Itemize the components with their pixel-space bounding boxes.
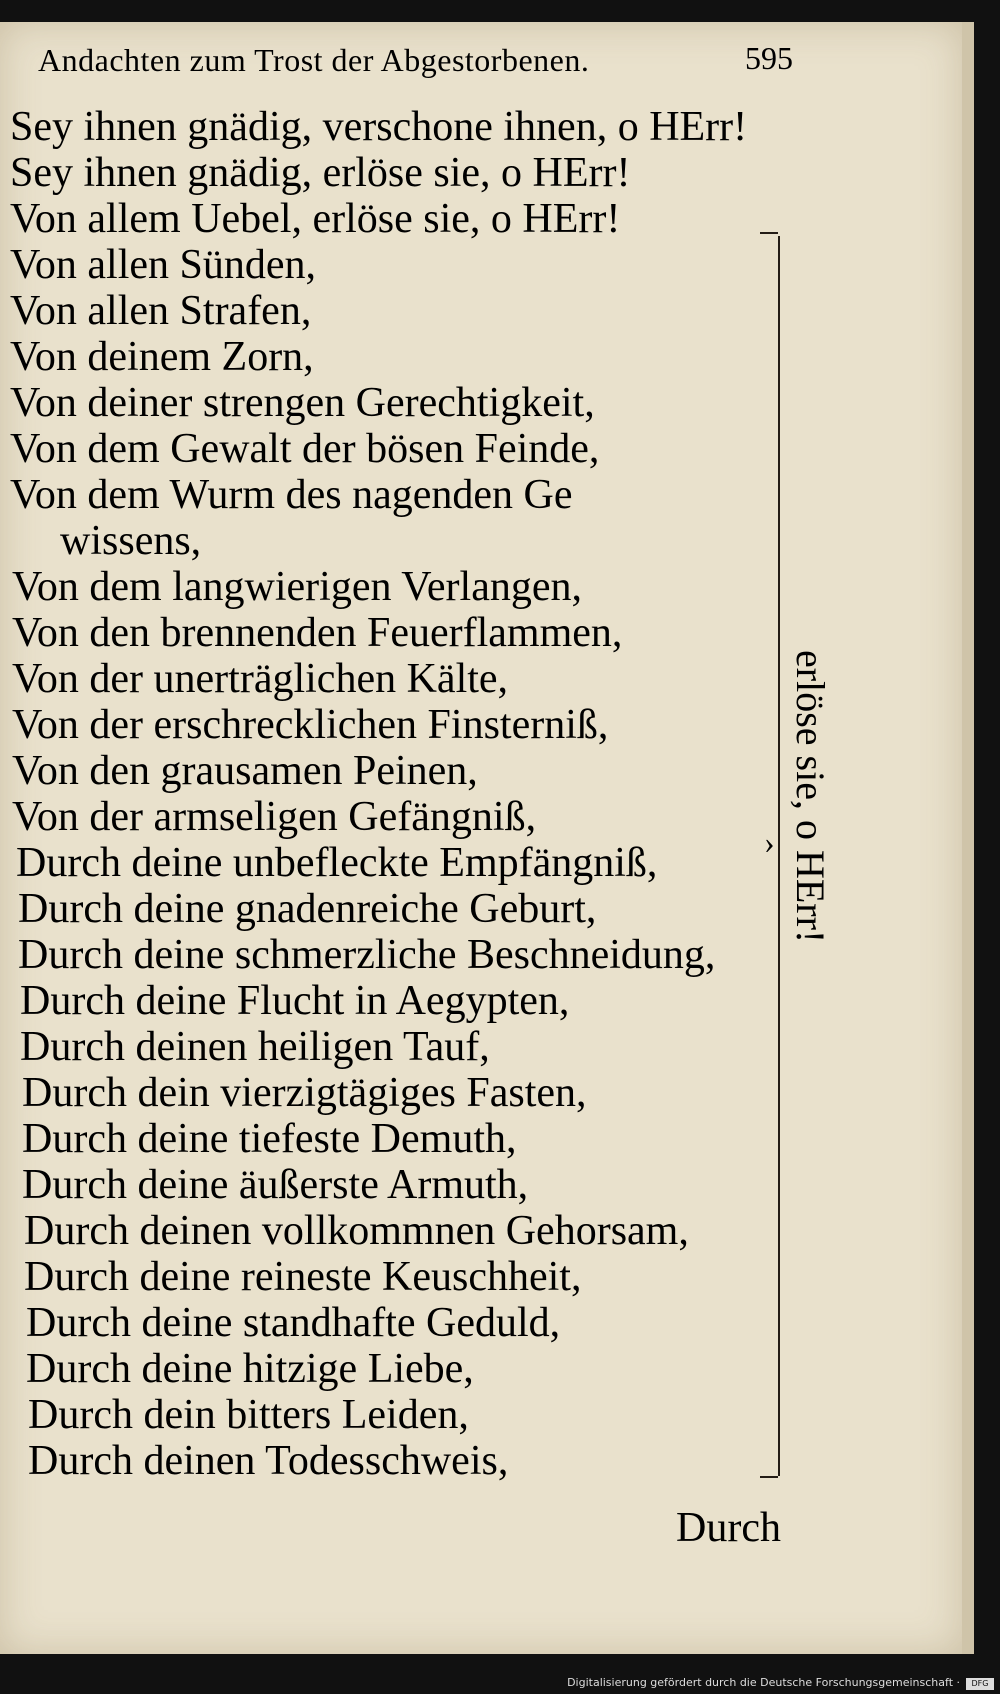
- litany-line: Durch deine hitzige Liebe,: [26, 1346, 474, 1392]
- bracket-response: erlöse sie, o HErr!: [788, 650, 833, 944]
- litany-line: Durch dein bitters Leiden,: [28, 1392, 469, 1438]
- footer-credit: Digitalisierung gefördert durch die Deutsche Forschungsgemeinschaft ·: [567, 1676, 960, 1689]
- litany-line: Von den brennenden Feuerflammen,: [12, 610, 623, 656]
- litany-line: Durch deinen Todesschweis,: [28, 1438, 509, 1484]
- running-header: Andachten zum Trost der Abgestorbenen.: [38, 42, 590, 78]
- litany-line: Sey ihnen gnädig, verschone ihnen, o HErr!: [10, 104, 748, 150]
- litany-line: Von allem Uebel, erlöse sie, o HErr!: [10, 196, 621, 242]
- bracket-line: [778, 236, 780, 1476]
- litany-line: Durch deine Flucht in Aegypten,: [20, 978, 570, 1024]
- litany-line: Von der armseligen Gefängniß,: [12, 794, 537, 840]
- litany-line: Durch deine unbefleckte Empfängniß,: [16, 840, 658, 886]
- litany-line: wissens,: [60, 518, 202, 564]
- page-number: 595: [745, 40, 793, 76]
- litany-line: Durch deine äußerste Armuth,: [22, 1162, 529, 1208]
- bracket-top: [760, 232, 778, 234]
- catchword: Durch: [676, 1505, 781, 1551]
- footer: [0, 1676, 1000, 1694]
- page-edge: [962, 22, 974, 1654]
- litany-line: Durch deine gnadenreiche Geburt,: [18, 886, 597, 932]
- litany-line: Von allen Strafen,: [10, 288, 312, 334]
- litany-line: Durch deine tiefeste Demuth,: [22, 1116, 517, 1162]
- litany-line: Durch deine standhafte Geduld,: [26, 1300, 561, 1346]
- litany-line: Durch deine schmerzliche Beschneidung,: [18, 932, 716, 978]
- litany-line: Durch deinen heiligen Tauf,: [20, 1024, 490, 1070]
- litany-line: Von allen Sünden,: [10, 242, 317, 288]
- litany-line: Von dem langwierigen Verlangen,: [12, 564, 582, 610]
- litany-line: Durch deine reineste Keuschheit,: [24, 1254, 582, 1300]
- litany-line: Von deinem Zorn,: [10, 334, 314, 380]
- litany-line: Sey ihnen gnädig, erlöse sie, o HErr!: [10, 150, 631, 196]
- litany-line: Von dem Gewalt der bösen Feinde,: [10, 426, 600, 472]
- litany-line: Durch deinen vollkommnen Gehorsam,: [24, 1208, 689, 1254]
- litany-line: Von deiner strengen Gerechtigkeit,: [10, 380, 595, 426]
- litany-line: Von den grausamen Peinen,: [12, 748, 478, 794]
- dfg-logo: DFG: [966, 1678, 994, 1690]
- litany-line: Von der erschrecklichen Finsterniß,: [12, 702, 609, 748]
- bracket-tip: ›: [764, 824, 775, 860]
- bracket-bottom: [760, 1476, 778, 1478]
- litany-line: Von dem Wurm des nagenden Ge: [10, 472, 573, 518]
- litany-line: Von der unerträglichen Kälte,: [12, 656, 509, 702]
- litany-line: Durch dein vierzigtägiges Fasten,: [22, 1070, 587, 1116]
